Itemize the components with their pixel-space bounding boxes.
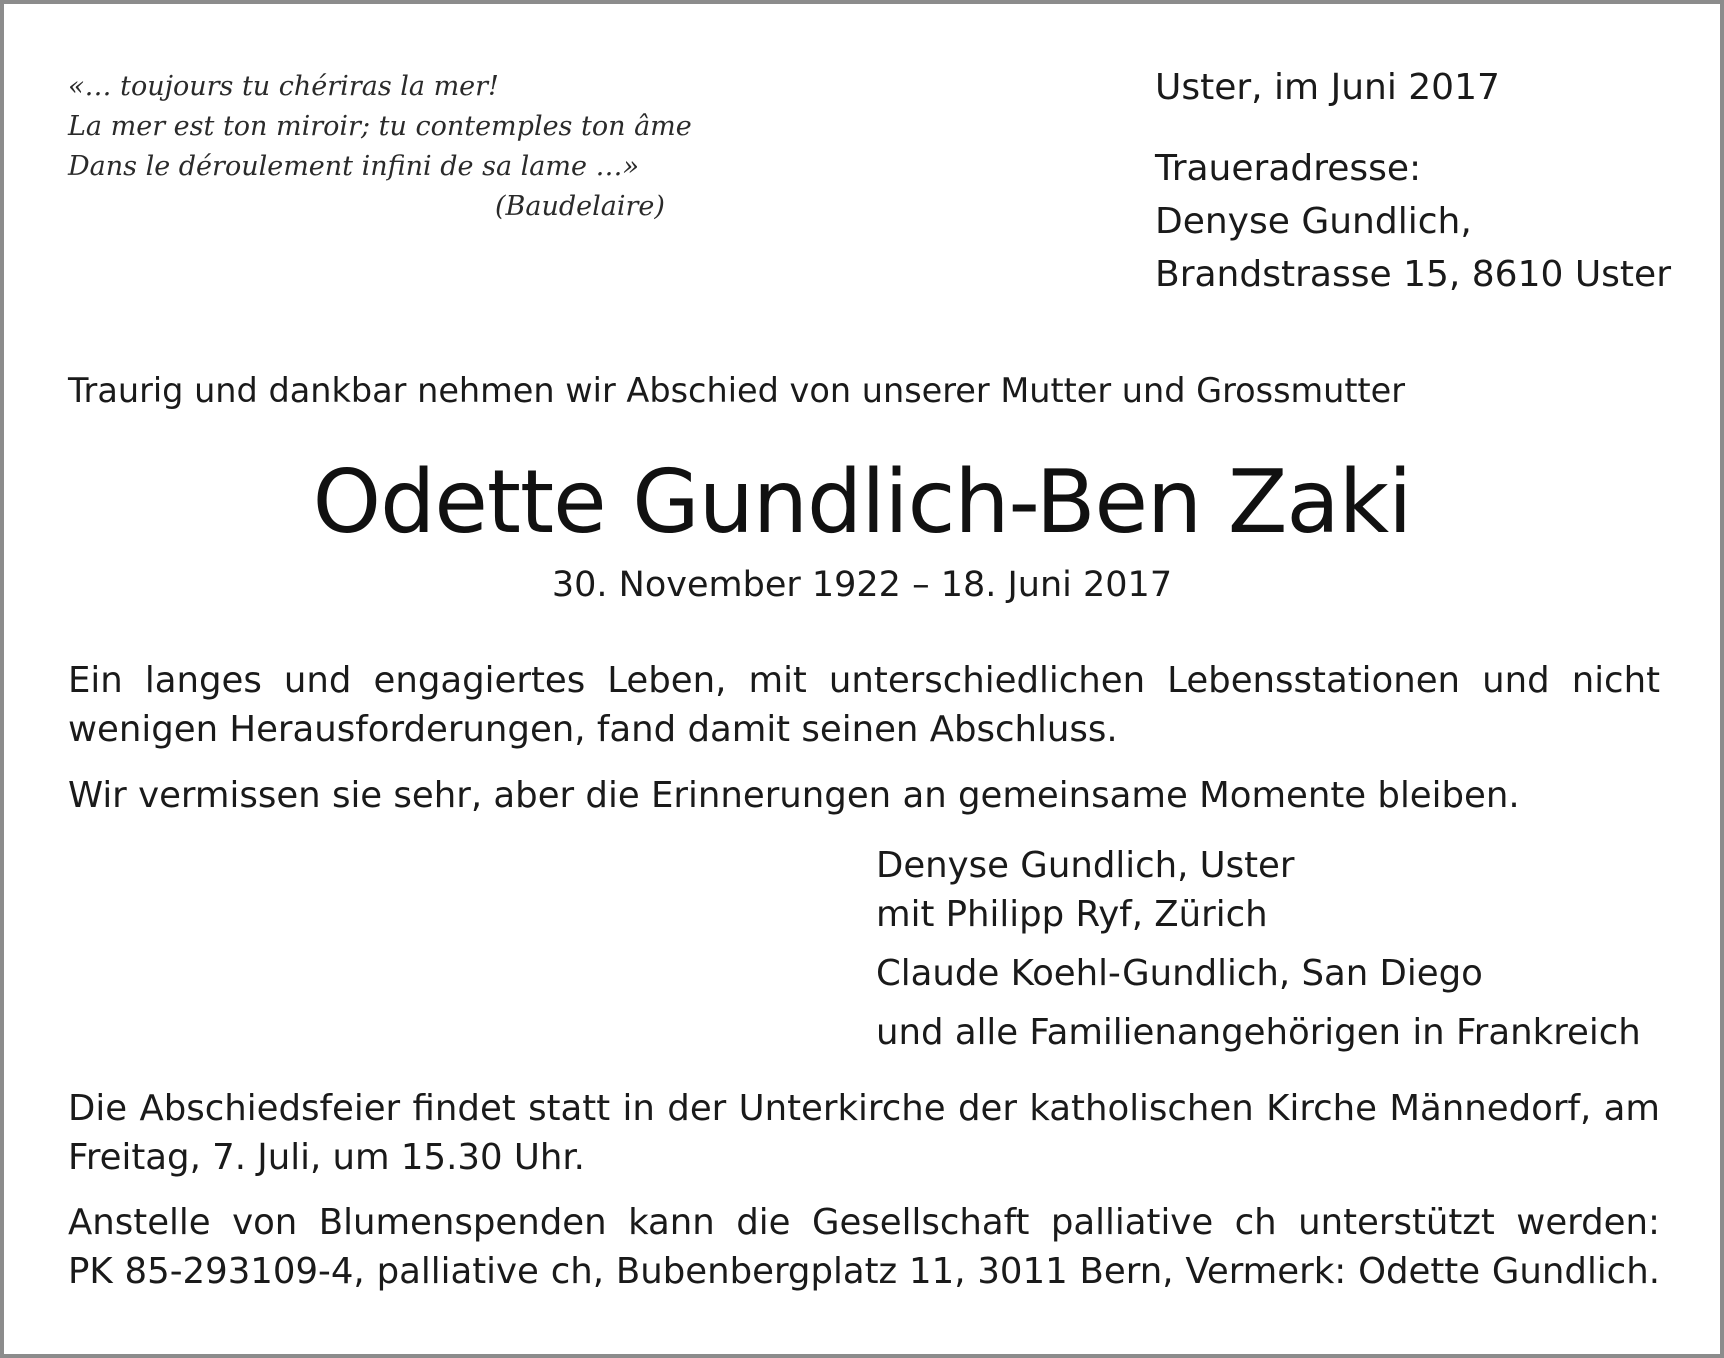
ceremony-paragraph — [68, 1084, 1660, 1182]
life-dates: 30. November 1922 – 18. Juni 2017 — [551, 565, 1173, 605]
quote-author: (Baudelaire) — [495, 191, 665, 222]
baudelaire-quote — [68, 67, 692, 227]
quote-line: La mer est ton miroir; tu contemples ton âme — [68, 111, 692, 142]
mourning-address — [1155, 142, 1671, 301]
address-label: Traueradresse: — [1155, 148, 1422, 189]
donation-paragraph — [68, 1198, 1660, 1296]
signer-line: mit Philipp Ryf, Zürich — [876, 894, 1268, 935]
paragraph-line: Anstelle von Blumenspenden kann die Gesellschaft palliative ch unterstützt werden: — [68, 1202, 1660, 1243]
intro-text: Traurig und dankbar nehmen wir Abschied von unserer Mutter und Grossmutter — [68, 371, 1406, 410]
paragraph-line: Freitag, 7. Juli, um 15.30 Uhr. — [68, 1137, 585, 1178]
paragraph-line: Die Abschiedsfeier findet statt in der Unterkirche der katholischen Kirche Männedorf, am — [68, 1088, 1660, 1129]
signer-line: und alle Familienangehörigen in Frankreich — [876, 1012, 1641, 1053]
paragraph-line: Wir vermissen sie sehr, aber die Erinnerungen an gemeinsame Momente bleiben. — [68, 775, 1520, 816]
remembrance-paragraph — [68, 771, 1660, 820]
signer-line: Denyse Gundlich, Uster — [876, 845, 1295, 886]
paragraph-line: Ein langes und engagiertes Leben, mit unterschiedlichen Lebensstationen und nicht — [68, 660, 1660, 701]
place-date: Uster, im Juni 2017 — [1155, 67, 1500, 108]
life-paragraph — [68, 656, 1660, 754]
deceased-name: Odette Gundlich-Ben Zaki — [312, 451, 1412, 553]
signers-block — [876, 841, 1641, 1057]
signer-line: Claude Koehl-Gundlich, San Diego — [876, 953, 1483, 994]
address-name: Denyse Gundlich, — [1155, 201, 1472, 242]
quote-line: «… toujours tu chériras la mer! — [68, 71, 499, 102]
paragraph-line: PK 85-293109-4, palliative ch, Bubenbergplatz 11, 3011 Bern, Vermerk: Odette Gundlich. — [68, 1251, 1660, 1292]
address-street: Brandstrasse 15, 8610 Uster — [1155, 254, 1671, 295]
quote-line: Dans le déroulement infini de sa lame …» — [68, 151, 640, 182]
paragraph-line: wenigen Herausforderungen, fand damit seinen Abschluss. — [68, 709, 1118, 750]
